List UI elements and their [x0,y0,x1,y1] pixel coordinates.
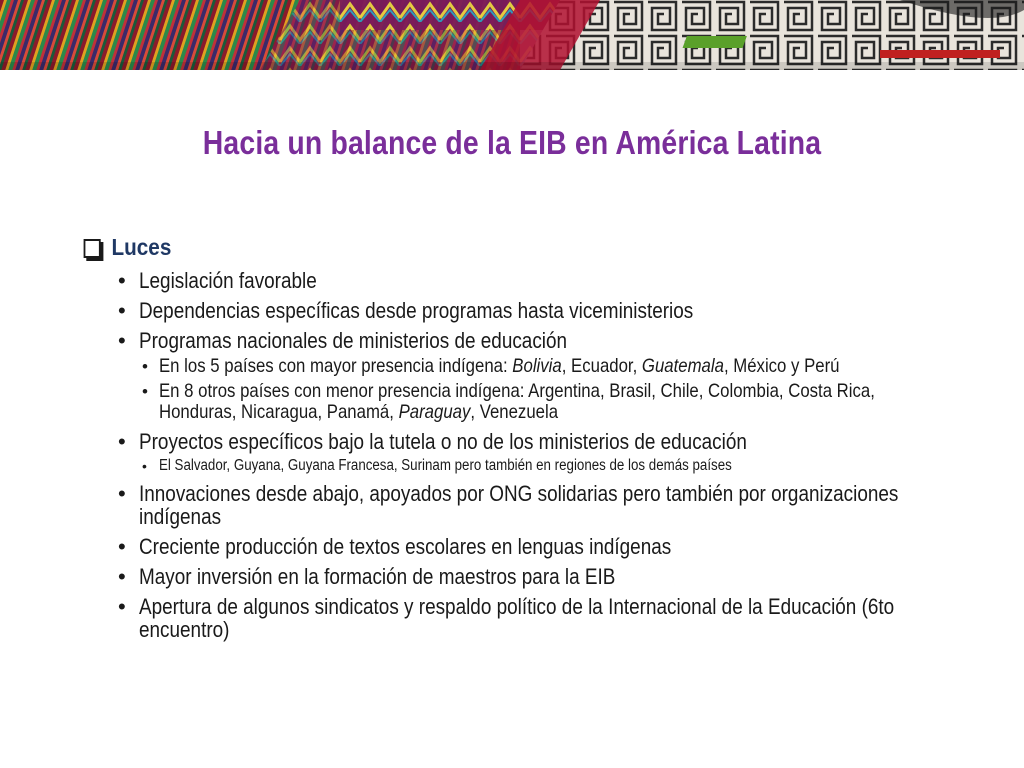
slide-content [80,232,960,641]
sub-bullet-list [139,356,960,423]
list-item-text: • Proyectos específicos bajo la tutela o no de los ministerios de educación [139,429,747,454]
list-item [80,565,960,588]
bullet-list [80,269,960,641]
sub-list-item [139,381,960,423]
slide-title: Hacia un balance de la EIB en América Latina [202,124,822,161]
sub-item-mid: , Ecuador, [561,355,642,377]
list-item [80,482,960,528]
list-item [80,269,960,292]
sub-bullet-list [139,457,960,475]
sub-list-item [139,457,960,475]
list-item-text: • Dependencias específicas desde programas hasta viceministerios [139,298,694,323]
list-item [80,430,960,475]
list-item-text: • Legislación favorable [139,268,317,293]
list-item [80,535,960,558]
country-guatemala: Guatemala [641,355,724,377]
sub-item-suffix: , México y Perú [723,355,840,377]
list-item-text: • Programas nacionales de ministerios de educación [139,328,568,353]
section-heading-label: Luces [111,233,172,260]
country-paraguay: Paraguay [398,401,471,423]
list-item-text: • Innovaciones desde abajo, apoyados por ONG solidarias pero también por organizaciones indígenas [139,481,899,529]
list-item-text: • Creciente producción de textos escolares en lenguas indígenas [139,534,672,559]
list-item [80,595,960,641]
list-item [80,299,960,322]
sub-item-prefix: En los 5 países con mayor presencia indígena: [159,355,513,377]
list-item-text: • Apertura de algunos sindicatos y respaldo político de la Internacional de la Educación (6to encuentro) [139,594,895,642]
textile-pattern-graphic [0,0,1024,70]
textile-banner-image [0,0,1024,70]
checkbox-bullet-icon [84,239,101,258]
section-heading [80,232,872,262]
sub-item-prefix: En 8 otros países con menor presencia indígena: Argentina, Brasil, Chile, Colombia, Costa Rica, Honduras, Nicaragua, Panamá, [159,380,875,423]
country-bolivia: Bolivia [512,355,562,377]
list-item [80,329,960,423]
sub-list-item [139,356,960,377]
sub-list-item-text [159,356,950,377]
list-item-text: • Mayor inversión en la formación de maestros para la EIB [139,564,616,589]
sub-item-suffix: , Venezuela [470,401,559,423]
sub-list-item-text: • El Salvador, Guyana, Guyana Francesa, Surinam pero también en regiones de los demás países [159,457,732,474]
sub-list-item-text [159,381,950,423]
